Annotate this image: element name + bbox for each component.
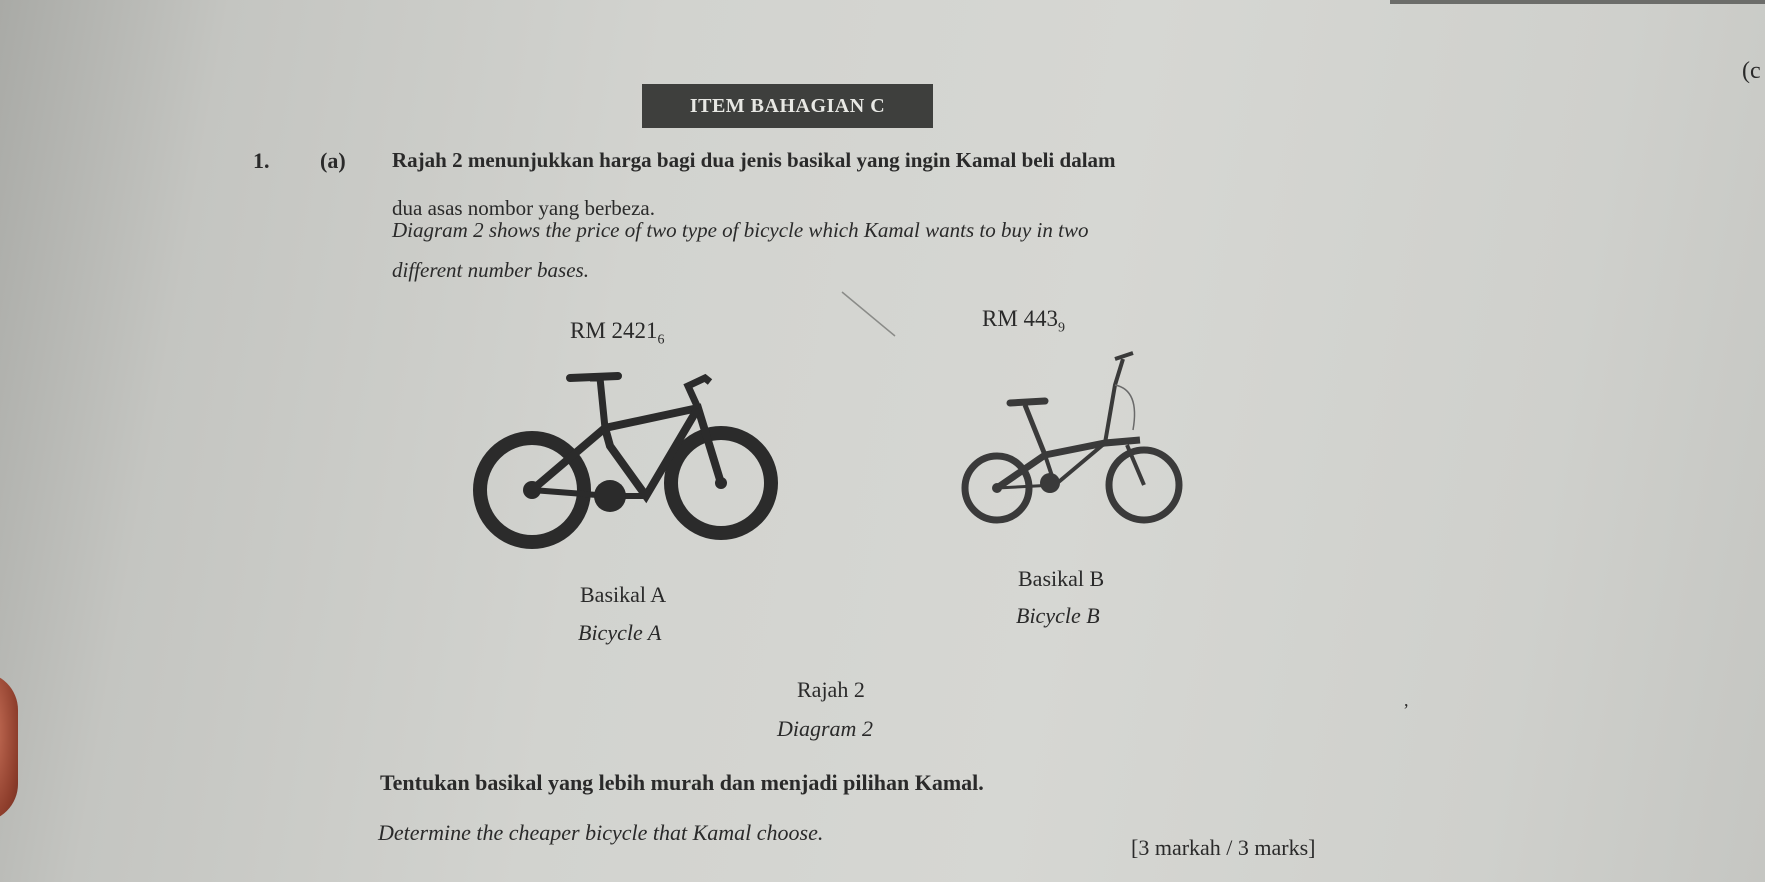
intro-en-line-2: different number bases. [392, 258, 589, 282]
part-label: (a) [320, 148, 346, 173]
bicycle-b-illustration [955, 345, 1200, 530]
bicycle-a-label-ms: Basikal A [580, 582, 667, 607]
bicycle-b-label-en: Bicycle B [1016, 603, 1100, 628]
instruction-ms: Tentukan basikal yang lebih murah dan menjadi pilihan Kamal. [380, 770, 984, 795]
diagram-caption-ms: Rajah 2 [797, 677, 865, 702]
section-heading: ITEM BAHAGIAN C [642, 84, 933, 128]
bicycle-b-label-ms: Basikal B [1018, 566, 1105, 591]
diagram-caption-en: Diagram 2 [777, 716, 873, 741]
bicycle-a-price: RM $2421_6$ [570, 318, 665, 348]
intro-ms-line-1: Rajah 2 menunjukkan harga bagi dua jenis basikal yang ingin Kamal beli dalam [392, 148, 1116, 172]
bicycle-a-illustration [470, 368, 780, 558]
intro-ms-line-2: dua asas nombor yang berbeza. [392, 196, 655, 220]
bicycle-b-price: RM $443_9$ [982, 306, 1066, 336]
instruction-en: Determine the cheaper bicycle that Kamal choose. [378, 820, 824, 845]
finger-edge [0, 672, 18, 822]
intro-en-line-1: Diagram 2 shows the price of two type of bicycle which Kamal wants to buy in two [392, 218, 1089, 242]
page-edge-shadow [1390, 0, 1765, 4]
bicycle-a-label-en: Bicycle A [578, 620, 662, 645]
corner-mark: (c [1742, 58, 1761, 84]
stray-pencil-mark [840, 290, 900, 340]
marks: [3 markah / 3 marks] [1131, 835, 1316, 860]
stray-mark: , [1404, 690, 1409, 710]
question-number: 1. [253, 148, 270, 173]
